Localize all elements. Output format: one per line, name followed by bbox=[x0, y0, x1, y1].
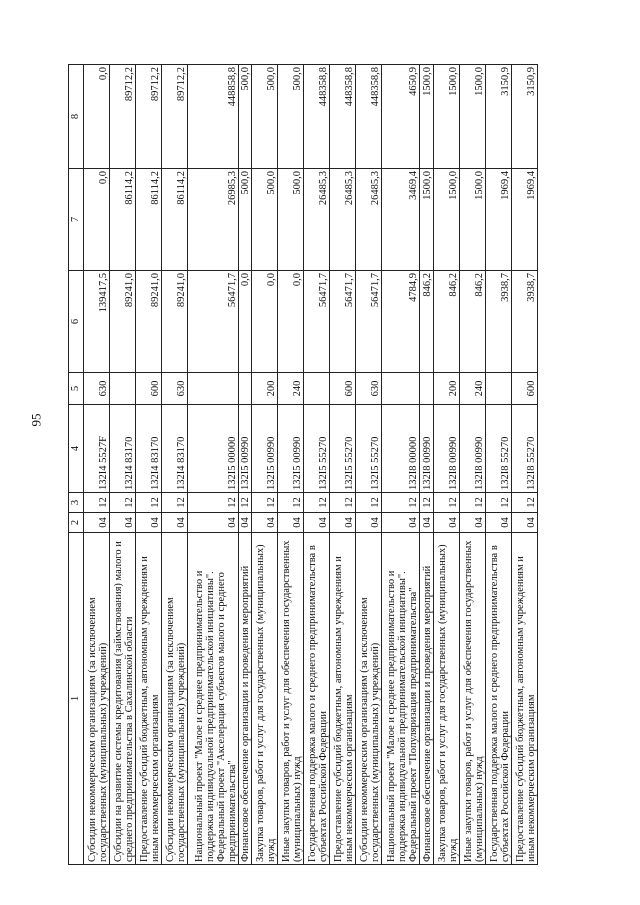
table-row bbox=[485, 65, 511, 865]
cell-c8: 4650,9 bbox=[382, 65, 420, 169]
cell-c4: 132I5 55270 bbox=[304, 405, 330, 493]
cell-c5: 600 bbox=[135, 373, 161, 405]
cell-c7: 0,0 bbox=[84, 169, 110, 271]
cell-c6: 0,0 bbox=[238, 271, 252, 373]
table-row bbox=[187, 65, 238, 865]
table-row bbox=[252, 65, 278, 865]
row-name-cell: Национальный проект "Малое и среднее предпринимательство и поддержка индивидуальной предпринимательской инициативы". Федеральный проект "Популяризация предпринимательства" bbox=[382, 533, 420, 865]
row-name-cell: Иные закупки товаров, работ и услуг для обеспечения государственных (муниципальных) нужд bbox=[459, 533, 485, 865]
table-header-row bbox=[69, 65, 84, 865]
cell-c5 bbox=[109, 373, 135, 405]
cell-c2: 04 bbox=[252, 513, 278, 533]
cell-c8: 3150,9 bbox=[511, 65, 537, 169]
cell-c6: 56471,7 bbox=[330, 271, 356, 373]
cell-c3: 12 bbox=[252, 493, 278, 513]
rotated-table-wrapper bbox=[68, 65, 538, 865]
table-row bbox=[304, 65, 330, 865]
cell-c8: 448358,8 bbox=[356, 65, 382, 169]
cell-c2: 04 bbox=[420, 513, 434, 533]
cell-c4: 132I5 55270 bbox=[356, 405, 382, 493]
cell-c6: 56471,7 bbox=[304, 271, 330, 373]
cell-c4: 132I4 83170 bbox=[109, 405, 135, 493]
table-row bbox=[420, 65, 434, 865]
cell-c5: 630 bbox=[84, 373, 110, 405]
table-row bbox=[161, 65, 187, 865]
cell-c5 bbox=[304, 373, 330, 405]
cell-c8: 89712,2 bbox=[161, 65, 187, 169]
cell-c4: 132I4 5527F bbox=[84, 405, 110, 493]
cell-c3: 12 bbox=[356, 493, 382, 513]
cell-c8: 500,0 bbox=[252, 65, 278, 169]
cell-c8: 1500,0 bbox=[434, 65, 460, 169]
column-header: 8 bbox=[69, 65, 84, 169]
row-name-cell: Государственная поддержка малого и среднего предпринимательства в субъектах Российской Федерации bbox=[304, 533, 330, 865]
table-row bbox=[330, 65, 356, 865]
cell-c6: 0,0 bbox=[252, 271, 278, 373]
cell-c5: 630 bbox=[161, 373, 187, 405]
row-name-cell: Предоставление субсидий бюджетным, автономным учреждениям и иным некоммерческим организациям bbox=[330, 533, 356, 865]
table-row bbox=[278, 65, 304, 865]
cell-c5: 630 bbox=[356, 373, 382, 405]
cell-c3: 12 bbox=[135, 493, 161, 513]
table-row bbox=[238, 65, 252, 865]
cell-c2: 04 bbox=[109, 513, 135, 533]
row-name-cell: Закупка товаров, работ и услуг для государственных (муниципальных) нужд bbox=[434, 533, 460, 865]
cell-c6: 3938,7 bbox=[511, 271, 537, 373]
page-number: 95 bbox=[28, 413, 44, 427]
cell-c6: 56471,7 bbox=[356, 271, 382, 373]
cell-c4: 132I8 00990 bbox=[420, 405, 434, 493]
row-name-cell: Государственная поддержка малого и среднего предпринимательства в субъектах Российской Федерации bbox=[485, 533, 511, 865]
cell-c7: 1500,0 bbox=[434, 169, 460, 271]
cell-c6: 89241,0 bbox=[135, 271, 161, 373]
cell-c8: 448858,8 bbox=[187, 65, 238, 169]
cell-c5 bbox=[238, 373, 252, 405]
cell-c6: 3938,7 bbox=[485, 271, 511, 373]
table-body bbox=[84, 65, 538, 865]
cell-c5 bbox=[420, 373, 434, 405]
cell-c3: 12 bbox=[511, 493, 537, 513]
cell-c3: 12 bbox=[330, 493, 356, 513]
cell-c3: 12 bbox=[459, 493, 485, 513]
cell-c5: 200 bbox=[252, 373, 278, 405]
cell-c4: 132I5 00990 bbox=[252, 405, 278, 493]
table-row bbox=[511, 65, 537, 865]
cell-c3: 12 bbox=[238, 493, 252, 513]
cell-c2: 04 bbox=[84, 513, 110, 533]
cell-c7: 500,0 bbox=[238, 169, 252, 271]
table-row bbox=[135, 65, 161, 865]
cell-c4: 132I8 55270 bbox=[485, 405, 511, 493]
cell-c5 bbox=[485, 373, 511, 405]
cell-c8: 1500,0 bbox=[420, 65, 434, 169]
column-header: 1 bbox=[69, 533, 84, 865]
cell-c7: 86114,2 bbox=[161, 169, 187, 271]
cell-c5 bbox=[187, 373, 238, 405]
cell-c4: 132I8 00990 bbox=[459, 405, 485, 493]
cell-c7: 1969,4 bbox=[511, 169, 537, 271]
cell-c3: 12 bbox=[304, 493, 330, 513]
table-row bbox=[459, 65, 485, 865]
cell-c4: 132I8 00990 bbox=[434, 405, 460, 493]
cell-c7: 26985,3 bbox=[187, 169, 238, 271]
row-name-cell: Субсидии на развитие системы кредитования (займствования) малого и среднего предпринимательства в Сахалинской области bbox=[109, 533, 135, 865]
cell-c4: 132I5 00000 bbox=[187, 405, 238, 493]
cell-c8: 500,0 bbox=[278, 65, 304, 169]
column-header: 2 bbox=[69, 513, 84, 533]
budget-table bbox=[68, 64, 538, 865]
cell-c6: 139417,5 bbox=[84, 271, 110, 373]
cell-c2: 04 bbox=[382, 513, 420, 533]
cell-c2: 04 bbox=[330, 513, 356, 533]
row-name-cell: Иные закупки товаров, работ и услуг для обеспечения государственных (муниципальных) нужд bbox=[278, 533, 304, 865]
row-name-cell: Закупка товаров, работ и услуг для государственных (муниципальных) нужд bbox=[252, 533, 278, 865]
cell-c6: 89241,0 bbox=[161, 271, 187, 373]
cell-c2: 04 bbox=[161, 513, 187, 533]
cell-c3: 12 bbox=[161, 493, 187, 513]
cell-c4: 132I5 00990 bbox=[238, 405, 252, 493]
row-name-cell: Финансовое обеспечение организации и проведения мероприятий bbox=[238, 533, 252, 865]
cell-c8: 1500,0 bbox=[459, 65, 485, 169]
cell-c5 bbox=[382, 373, 420, 405]
cell-c6: 846,2 bbox=[434, 271, 460, 373]
cell-c2: 04 bbox=[459, 513, 485, 533]
cell-c8: 3150,9 bbox=[485, 65, 511, 169]
cell-c7: 1969,4 bbox=[485, 169, 511, 271]
cell-c8: 89712,2 bbox=[135, 65, 161, 169]
cell-c7: 26485,3 bbox=[304, 169, 330, 271]
cell-c2: 04 bbox=[135, 513, 161, 533]
cell-c7: 26485,3 bbox=[356, 169, 382, 271]
column-header: 7 bbox=[69, 169, 84, 271]
cell-c5: 200 bbox=[434, 373, 460, 405]
cell-c8: 448358,8 bbox=[330, 65, 356, 169]
cell-c8: 500,0 bbox=[238, 65, 252, 169]
cell-c5: 240 bbox=[278, 373, 304, 405]
cell-c2: 04 bbox=[187, 513, 238, 533]
cell-c5: 600 bbox=[511, 373, 537, 405]
cell-c6: 56471,7 bbox=[187, 271, 238, 373]
cell-c3: 12 bbox=[382, 493, 420, 513]
cell-c8: 448358,8 bbox=[304, 65, 330, 169]
row-name-cell: Финансовое обеспечение организации и проведения мероприятий bbox=[420, 533, 434, 865]
cell-c7: 26485,3 bbox=[330, 169, 356, 271]
cell-c2: 04 bbox=[304, 513, 330, 533]
row-name-cell: Предоставление субсидий бюджетным, автономным учреждениям и иным некоммерческим организациям bbox=[135, 533, 161, 865]
cell-c2: 04 bbox=[485, 513, 511, 533]
table-row bbox=[382, 65, 420, 865]
row-name-cell: Субсидии некоммерческим организациям (за исключением государственных (муниципальных) учреждений) bbox=[356, 533, 382, 865]
cell-c5: 600 bbox=[330, 373, 356, 405]
row-name-cell: Субсидии некоммерческим организациям (за исключением государственных (муниципальных) учреждений) bbox=[84, 533, 110, 865]
cell-c2: 04 bbox=[278, 513, 304, 533]
row-name-cell: Субсидии некоммерческим организациям (за исключением государственных (муниципальных) учреждений) bbox=[161, 533, 187, 865]
cell-c2: 04 bbox=[511, 513, 537, 533]
row-name-cell: Национальный проект "Малое и среднее предпринимательство и поддержка индивидуальной предпринимательской инициативы". Федеральный проект "Акселерация субъектов малого и среднего предпринимательства" bbox=[187, 533, 238, 865]
table-row bbox=[109, 65, 135, 865]
cell-c6: 846,2 bbox=[459, 271, 485, 373]
cell-c7: 3469,4 bbox=[382, 169, 420, 271]
table-row bbox=[84, 65, 110, 865]
table-row bbox=[434, 65, 460, 865]
cell-c6: 846,2 bbox=[420, 271, 434, 373]
row-name-cell: Предоставление субсидий бюджетным, автономным учреждениям и иным некоммерческим организациям bbox=[511, 533, 537, 865]
cell-c2: 04 bbox=[434, 513, 460, 533]
cell-c7: 1500,0 bbox=[459, 169, 485, 271]
column-header: 6 bbox=[69, 271, 84, 373]
cell-c6: 89241,0 bbox=[109, 271, 135, 373]
cell-c8: 89712,2 bbox=[109, 65, 135, 169]
cell-c3: 12 bbox=[278, 493, 304, 513]
cell-c4: 132I8 55270 bbox=[511, 405, 537, 493]
column-header: 4 bbox=[69, 405, 84, 493]
cell-c3: 12 bbox=[434, 493, 460, 513]
cell-c3: 12 bbox=[187, 493, 238, 513]
cell-c6: 4784,9 bbox=[382, 271, 420, 373]
cell-c7: 1500,0 bbox=[420, 169, 434, 271]
cell-c8: 0,0 bbox=[84, 65, 110, 169]
cell-c7: 500,0 bbox=[252, 169, 278, 271]
cell-c3: 12 bbox=[109, 493, 135, 513]
cell-c7: 86114,2 bbox=[135, 169, 161, 271]
cell-c2: 04 bbox=[238, 513, 252, 533]
cell-c3: 12 bbox=[84, 493, 110, 513]
cell-c7: 500,0 bbox=[278, 169, 304, 271]
cell-c2: 04 bbox=[356, 513, 382, 533]
cell-c5: 240 bbox=[459, 373, 485, 405]
cell-c4: 132I5 00990 bbox=[278, 405, 304, 493]
cell-c4: 132I8 00000 bbox=[382, 405, 420, 493]
cell-c3: 12 bbox=[420, 493, 434, 513]
cell-c3: 12 bbox=[485, 493, 511, 513]
cell-c4: 132I4 83170 bbox=[135, 405, 161, 493]
column-header: 5 bbox=[69, 373, 84, 405]
cell-c6: 0,0 bbox=[278, 271, 304, 373]
cell-c4: 132I4 83170 bbox=[161, 405, 187, 493]
cell-c4: 132I5 55270 bbox=[330, 405, 356, 493]
cell-c7: 86114,2 bbox=[109, 169, 135, 271]
table-row bbox=[356, 65, 382, 865]
column-header: 3 bbox=[69, 493, 84, 513]
